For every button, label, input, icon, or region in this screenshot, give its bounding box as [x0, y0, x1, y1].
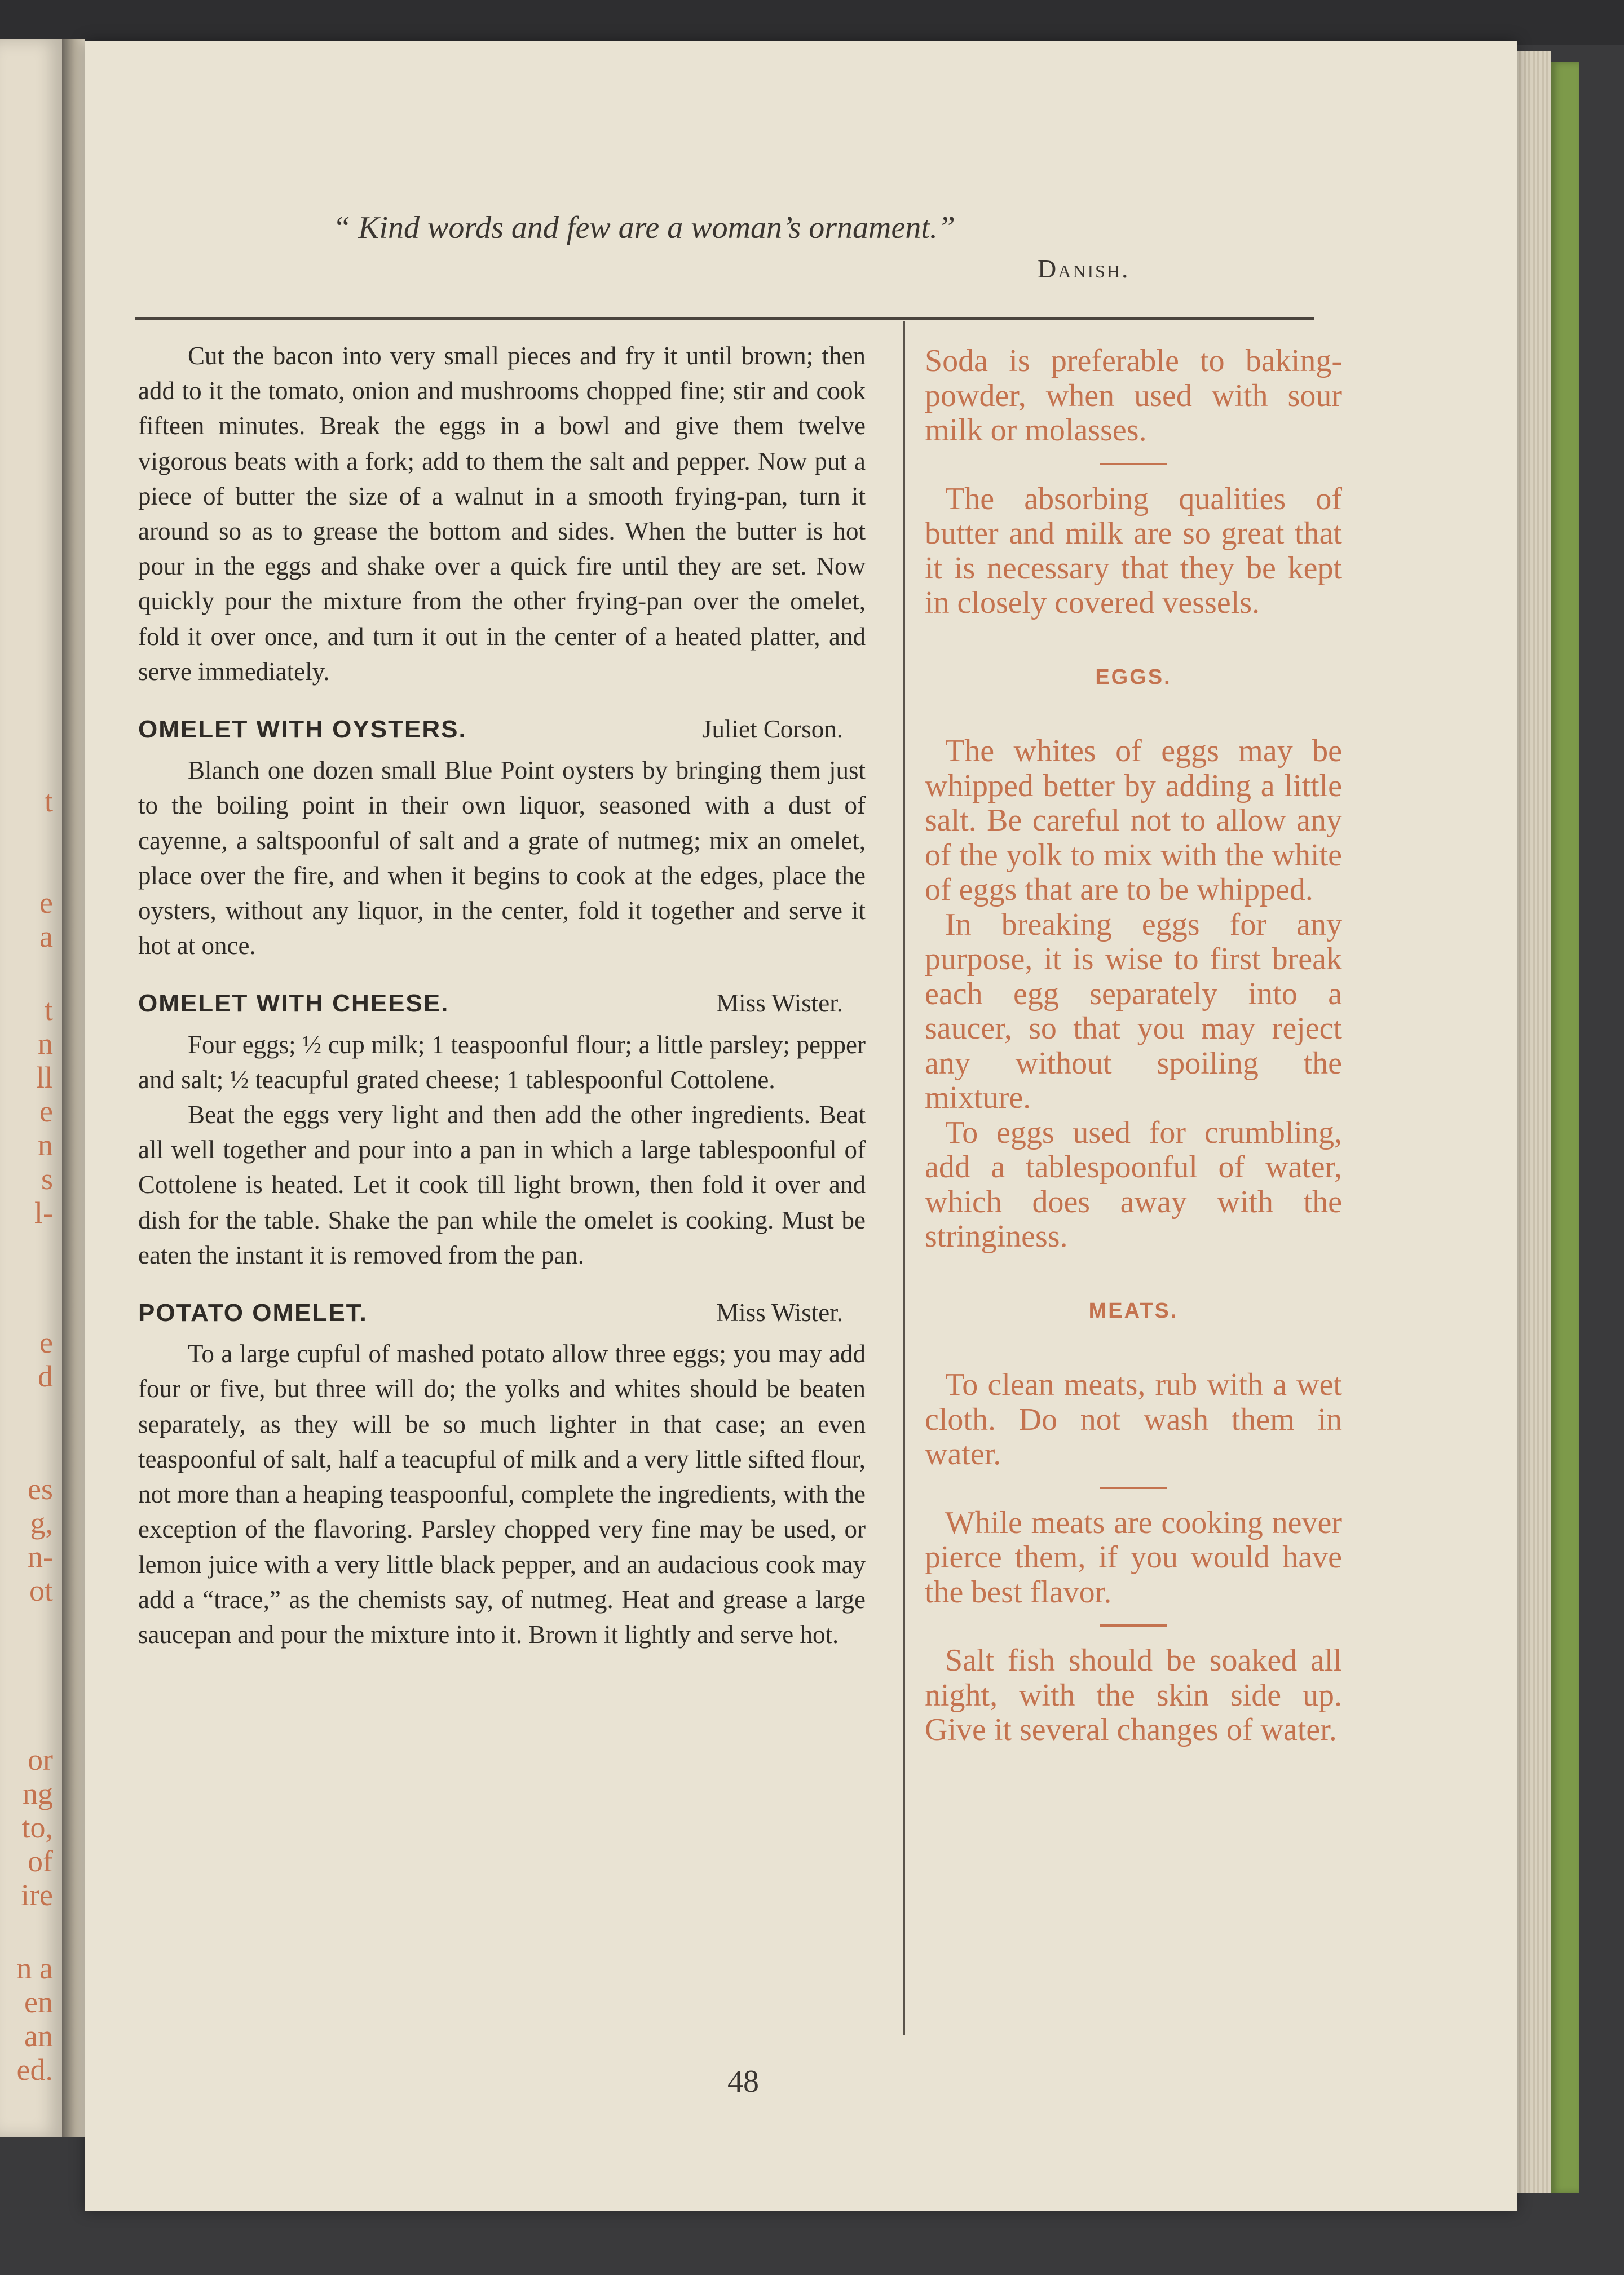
recipe-author: Juliet Corson.: [701, 715, 843, 744]
prev-page-fragment: g,: [30, 1506, 53, 1540]
page-block-edges: [1517, 51, 1551, 2193]
prev-page-fragment: n a: [16, 1951, 53, 1985]
recipe-intro-paragraph: Cut the bacon into very small pieces and fry it until brown; then add to it the tomato, onion and mushrooms chopped fine; stir and cook fifteen minutes. Break the eggs in a bowl and give them twelve vigorous beats with a fork; add to them the salt and pepper. Now put a piece of butter the size of a walnut in a smooth frying-pan, turn it around so as to grease the bottom and sides. When the butter is hot pour in the eggs and shake over a quick fire until they are set. Now quickly pour the mixture from the other frying-pan over the omelet, fold it over once, and turn it out in the center of a heated platter, and serve immediately.: [138, 342, 866, 686]
recipe-author: Miss Wister.: [716, 989, 843, 1018]
recipe-title: OMELET WITH CHEESE.: [138, 989, 449, 1018]
recipe-heading: [138, 712, 866, 747]
column-divider: [903, 321, 905, 2035]
prev-page-fragment: l-: [34, 1196, 53, 1230]
prev-page-fragment: n-: [28, 1540, 53, 1574]
scan-backdrop: [0, 0, 1624, 45]
tip-paragraph: Salt fish should be soaked all night, with the skin side up. Give it several changes of water.: [925, 1643, 1342, 1747]
prev-page-fragment: of: [28, 1844, 53, 1878]
prev-page-fragment: d: [38, 1359, 53, 1393]
prev-page-fragment: s: [41, 1162, 53, 1196]
tip-paragraph: While meats are cooking never pierce them, if you would have the best flavor.: [925, 1505, 1342, 1610]
tip-paragraph: To eggs used for crumbling, add a tablespoonful of water, which does away with the stringiness.: [925, 1115, 1342, 1254]
tip-separator: [1100, 1487, 1167, 1489]
prev-page-fragment: ll: [36, 1061, 53, 1094]
recipe-column: [138, 338, 866, 1652]
green-book-cover: [1551, 62, 1579, 2193]
prev-page-fragment: e: [39, 1094, 53, 1128]
recipe-paragraph: Blanch one dozen small Blue Point oysters by bringing them just to the boiling point in their own liquor, seasoned with a dust of cayenne, a saltspoonful of salt and a grate of nutmeg; mix an omelet, place over the fire, and when it begins to cook at the edges, place the oysters, without any liquor, in the center, fold it together and serve it hot at once.: [138, 756, 866, 960]
section-heading-meats: MEATS.: [1088, 1298, 1179, 1323]
prev-page-fragment: en: [24, 1985, 53, 2019]
tips-column: [925, 344, 1342, 1748]
recipe-paragraph: Four eggs; ½ cup milk; 1 teaspoonful flour; a little parsley; pepper and salt; ½ teacupful grated cheese; 1 tablespoonful Cottolene.: [138, 1030, 866, 1094]
recipe-heading: [138, 1295, 866, 1331]
prev-page-fragment: t: [44, 784, 53, 818]
page-number: 48: [727, 2064, 759, 2099]
prev-page-fragment: ire: [21, 1878, 53, 1912]
recipe-paragraph: Beat the eggs very light and then add the other ingredients. Beat all well together and pour into a pan in which a large tablespoonful of Cottolene is heated. Let it cook till light brown, then fold it over and dish for the table. Shake the pan while the omelet is cooking. Must be eaten the instant it is removed from the pan.: [138, 1101, 866, 1269]
prev-page-fragment: t: [44, 993, 53, 1027]
tip-separator: [1100, 463, 1167, 465]
tip-paragraph: Soda is preferable to baking-powder, when used with sour milk or molasses.: [925, 343, 1342, 448]
previous-page-edge: [0, 39, 65, 2137]
recipe-title: OMELET WITH OYSTERS.: [138, 715, 467, 744]
prev-page-fragment: ot: [29, 1574, 53, 1607]
prev-page-fragment: n: [38, 1128, 53, 1162]
tip-paragraph: The absorbing qualities of butter and milk are so great that it is necessary that they be kept in closely covered vessels.: [925, 481, 1342, 620]
tip-paragraph: To clean meats, rub with a wet cloth. Do not wash them in water.: [925, 1367, 1342, 1472]
header-rule: [135, 317, 1314, 320]
tip-separator: [1100, 1624, 1167, 1627]
recipe-author: Miss Wister.: [716, 1298, 843, 1327]
recipe-paragraph: To a large cupful of mashed potato allow three eggs; you may add four or five, but three will do; the yolks and whites should be beaten separately, as they will be so much lighter in that case; an even teaspoonful of salt, half a teacupful of milk and a very little sifted flour, not more than a heaping teaspoonful, complete the ingredients, with the exception of the flavoring. Parsley chopped very fine may be used, or lemon juice with a very little black pepper, and an audacious cook may add a “trace,” as the chemists say, of nutmeg. Heat and grease a large saucepan and pour the mixture into it. Brown it lightly and serve hot.: [138, 1340, 866, 1649]
section-heading-eggs: EGGS.: [1095, 665, 1172, 689]
prev-page-fragment: a: [39, 920, 53, 953]
prev-page-fragment: e: [39, 886, 53, 920]
prev-page-fragment: ng: [23, 1777, 53, 1810]
prev-page-fragment: an: [24, 2019, 53, 2053]
recipe-heading: [138, 986, 866, 1021]
tip-paragraph: The whites of eggs may be whipped better by adding a little salt. Be careful not to allow any of the yolk to mix with the white of eggs that are to be whipped.: [925, 734, 1342, 907]
prev-page-fragment: ed.: [16, 2053, 53, 2087]
prev-page-fragment: es: [28, 1472, 53, 1506]
prev-page-fragment: e: [39, 1326, 53, 1359]
tip-paragraph: In breaking eggs for any purpose, it is wise to first break each egg separately into a saucer, so that you may reject any without spoiling the mixture.: [925, 907, 1342, 1115]
prev-page-fragment: or: [28, 1743, 53, 1777]
header-quote: “ Kind words and few are a woman’s ornament.”: [333, 210, 956, 245]
prev-page-fragment: n: [38, 1027, 53, 1061]
prev-page-fragment: to,: [21, 1810, 53, 1844]
recipe-title: POTATO OMELET.: [138, 1299, 368, 1327]
quote-attribution: Danish.: [1038, 254, 1130, 283]
book-gutter: [62, 39, 85, 2137]
